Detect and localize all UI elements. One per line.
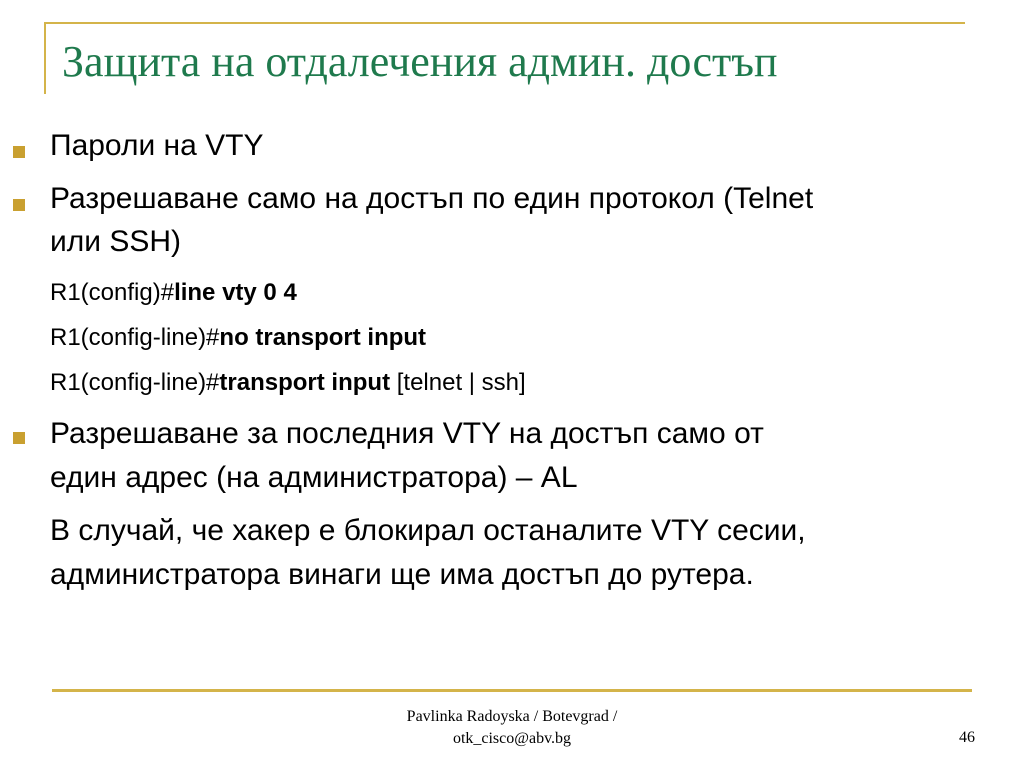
title-frame-left-line: [44, 22, 46, 94]
title-frame-top-line: [44, 22, 965, 24]
command-no-transport: [50, 322, 426, 354]
bullet-marker: [13, 432, 25, 444]
command-keyword: no transport input: [219, 324, 427, 351]
footer-author-line2: otk_cisco@abv.bg: [452, 730, 572, 747]
bullet-last-vty-line2: един адрес (на администратора) – AL: [50, 461, 578, 494]
command-arguments: [telnet | ssh]: [390, 369, 526, 396]
bullet-marker: [13, 199, 25, 211]
command-prompt: R1(config-line)#: [50, 324, 220, 351]
command-prompt: R1(config)#: [50, 279, 175, 306]
bullet-single-protocol-line1: Разрешаване само на достъп по един протокол (Telnet: [50, 182, 814, 215]
footer-author-line1: Pavlinka Radoyska / Botevgrad /: [406, 708, 618, 725]
command-line-vty: [50, 277, 297, 309]
command-prompt: R1(config-line)#: [50, 369, 220, 396]
page-number: 46: [959, 729, 975, 746]
command-transport-input: [50, 367, 526, 399]
bullet-last-vty-line1: Разрешаване за последния VTY на достъп само от: [50, 417, 764, 450]
bullet-marker: [13, 146, 25, 158]
footer-divider: [52, 689, 972, 692]
note-line1: В случай, че хакер е блокирал останалите VTY сесии,: [50, 514, 806, 547]
footer-author: [360, 706, 664, 750]
slide-title: Защита на отдалечения админ. достъп: [62, 37, 778, 86]
bullet-vty-passwords: Пароли на VTY: [50, 129, 264, 162]
note-line2: администратора винаги ще има достъп до рутера.: [50, 558, 754, 591]
command-keyword: transport input: [219, 369, 391, 396]
command-keyword: line vty 0 4: [174, 279, 297, 306]
bullet-single-protocol-line2: или SSH): [50, 225, 182, 258]
